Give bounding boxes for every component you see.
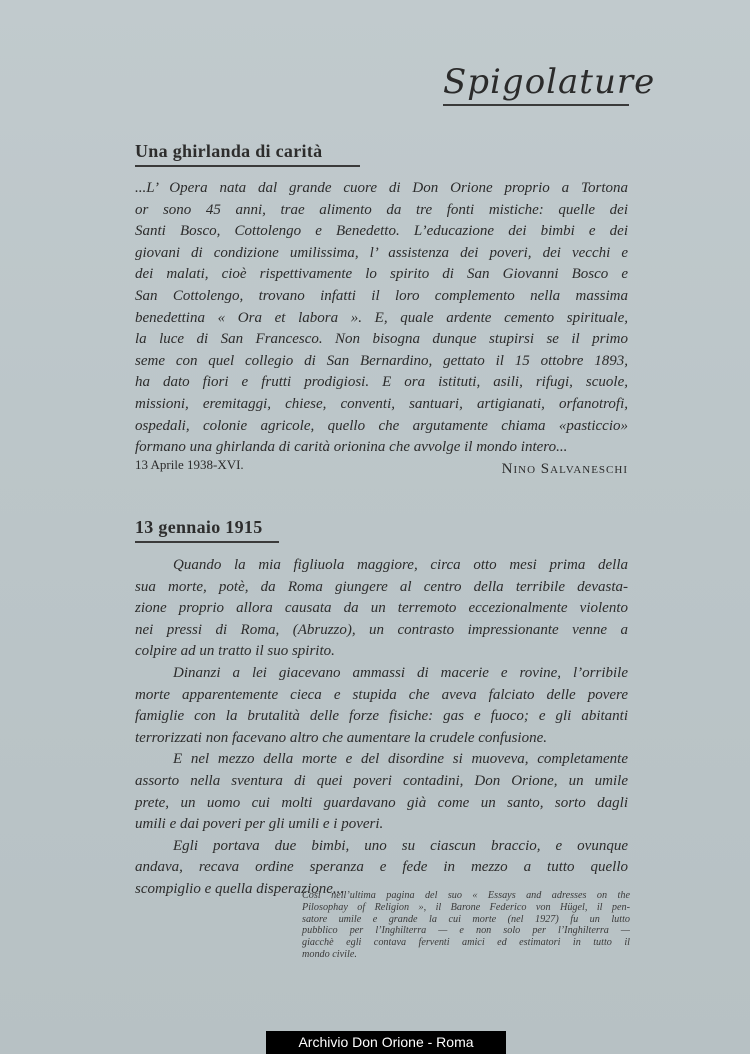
article-body-ghirlanda [135, 178, 628, 459]
text-line: Santi Bosco, Cottolengo e Benedetto. L’educazione dei bimbi e dei [135, 223, 628, 240]
footnote-line: mondo civile. [302, 948, 357, 960]
text-line: umili e dai poveri per gli umili e i poveri. [135, 816, 384, 833]
footnote-line: Pilosophay of Religion », il Barone Federico von Hügel, il pen- [302, 901, 630, 913]
text-line: Egli portava due bimbi, uno su ciascun braccio, e ovunque [173, 837, 628, 854]
text-line: la luce di San Francesco. Non bisogna dunque stupirsi se il primo [135, 331, 628, 348]
footnote-line: giacchè egli contava ferventi amici ed estimatori in tutto il [302, 937, 630, 949]
text-line: prete, un uomo cui molti guardavano già come un santo, sorto dagli [135, 794, 628, 811]
archive-watermark: Archivio Don Orione - Roma [266, 1031, 506, 1054]
text-line: terrorizzati non facevano altro che aumentare la crudele confusione. [135, 729, 548, 746]
article-body-gennaio [135, 555, 628, 901]
text-line: ha dato fiori e frutti prodigiosi. E ora istituti, asili, rifugi, scuole, [135, 374, 628, 391]
footnote-line: pubblico per l’Inghilterra — e non solo per l’Inghilterra — [302, 925, 630, 937]
text-line: scompiglio e quella disperazione... [135, 880, 345, 897]
text-line: or sono 45 anni, trae alimento da tre fonti mistiche: quelle dei [135, 201, 628, 218]
text-line: sua morte, potè, da Roma giungere al centro della terribile devasta- [135, 578, 628, 595]
text-line: zione proprio allora causata da un terremoto eccezionalmente violento [135, 600, 628, 617]
footnote-line: satore umile e grande la cui morte (nel 1927) fu un lutto [302, 913, 630, 925]
article-heading-ghirlanda: Una ghirlanda di carità [135, 140, 360, 167]
text-line: seme con quel collegio di San Bernardino, gettato il 15 ottobre 1893, [135, 352, 628, 369]
text-line: ...L’ Opera nata dal grande cuore di Don Orione proprio a Tortona [135, 180, 628, 196]
text-line: Dinanzi a lei giacevano ammassi di macerie e rovine, l’orribile [173, 664, 628, 681]
text-line: benedettina « Ora et labora ». E, quale ardente cemento spirituale, [135, 309, 628, 326]
text-line: San Cottolengo, trovano infatti il loro complemento nella massima [135, 287, 628, 304]
text-line: dei malati, cioè rispettivamente lo spirito di San Giovanni Bosco e [135, 266, 628, 283]
section-title: Spigolature [443, 62, 629, 106]
footnote-line: Così nell’ultima pagina del suo « Essays and adresses on the [302, 890, 630, 901]
text-line: andava, recava ordine speranza e fede in mezzo a tutto quello [135, 859, 628, 876]
footnote [302, 890, 630, 961]
article-heading-gennaio: 13 gennaio 1915 [135, 516, 279, 543]
text-line: giovani di condizione umilissima, l’ assistenza dei poveri, dei vecchi e [135, 244, 628, 261]
text-line: assorto nella sventura di quei poveri contadini, Don Orione, un umile [135, 772, 628, 789]
text-line: Quando la mia figliuola maggiore, circa otto mesi prima della [173, 557, 628, 573]
article-date: 13 Aprile 1938-XVI. [135, 457, 244, 472]
text-line: formano una ghirlanda di carità orionina che avvolge il mondo intero... [135, 439, 568, 456]
text-line: morte apparentemente cieca e stupida che aveva falciato delle povere [135, 686, 628, 703]
text-line: E nel mezzo della morte e del disordine si muoveva, completamente [173, 751, 628, 768]
text-line: colpire ad un tratto il suo spirito. [135, 643, 335, 660]
text-line: missioni, eremitaggi, chiese, conventi, santuari, artigianati, orfanotrofi, [135, 395, 628, 412]
text-line: ospedali, colonie agricole, quello che argutamente chiama «pasticcio» [135, 417, 628, 434]
text-line: nei pressi di Roma, (Abruzzo), un contrasto impressionante venne a [135, 621, 628, 638]
text-line: famiglie con la brutalità delle forze fisiche: gas e fuoco; e gli abitanti [135, 708, 628, 725]
article-author: Nino Salvaneschi [501, 461, 628, 477]
